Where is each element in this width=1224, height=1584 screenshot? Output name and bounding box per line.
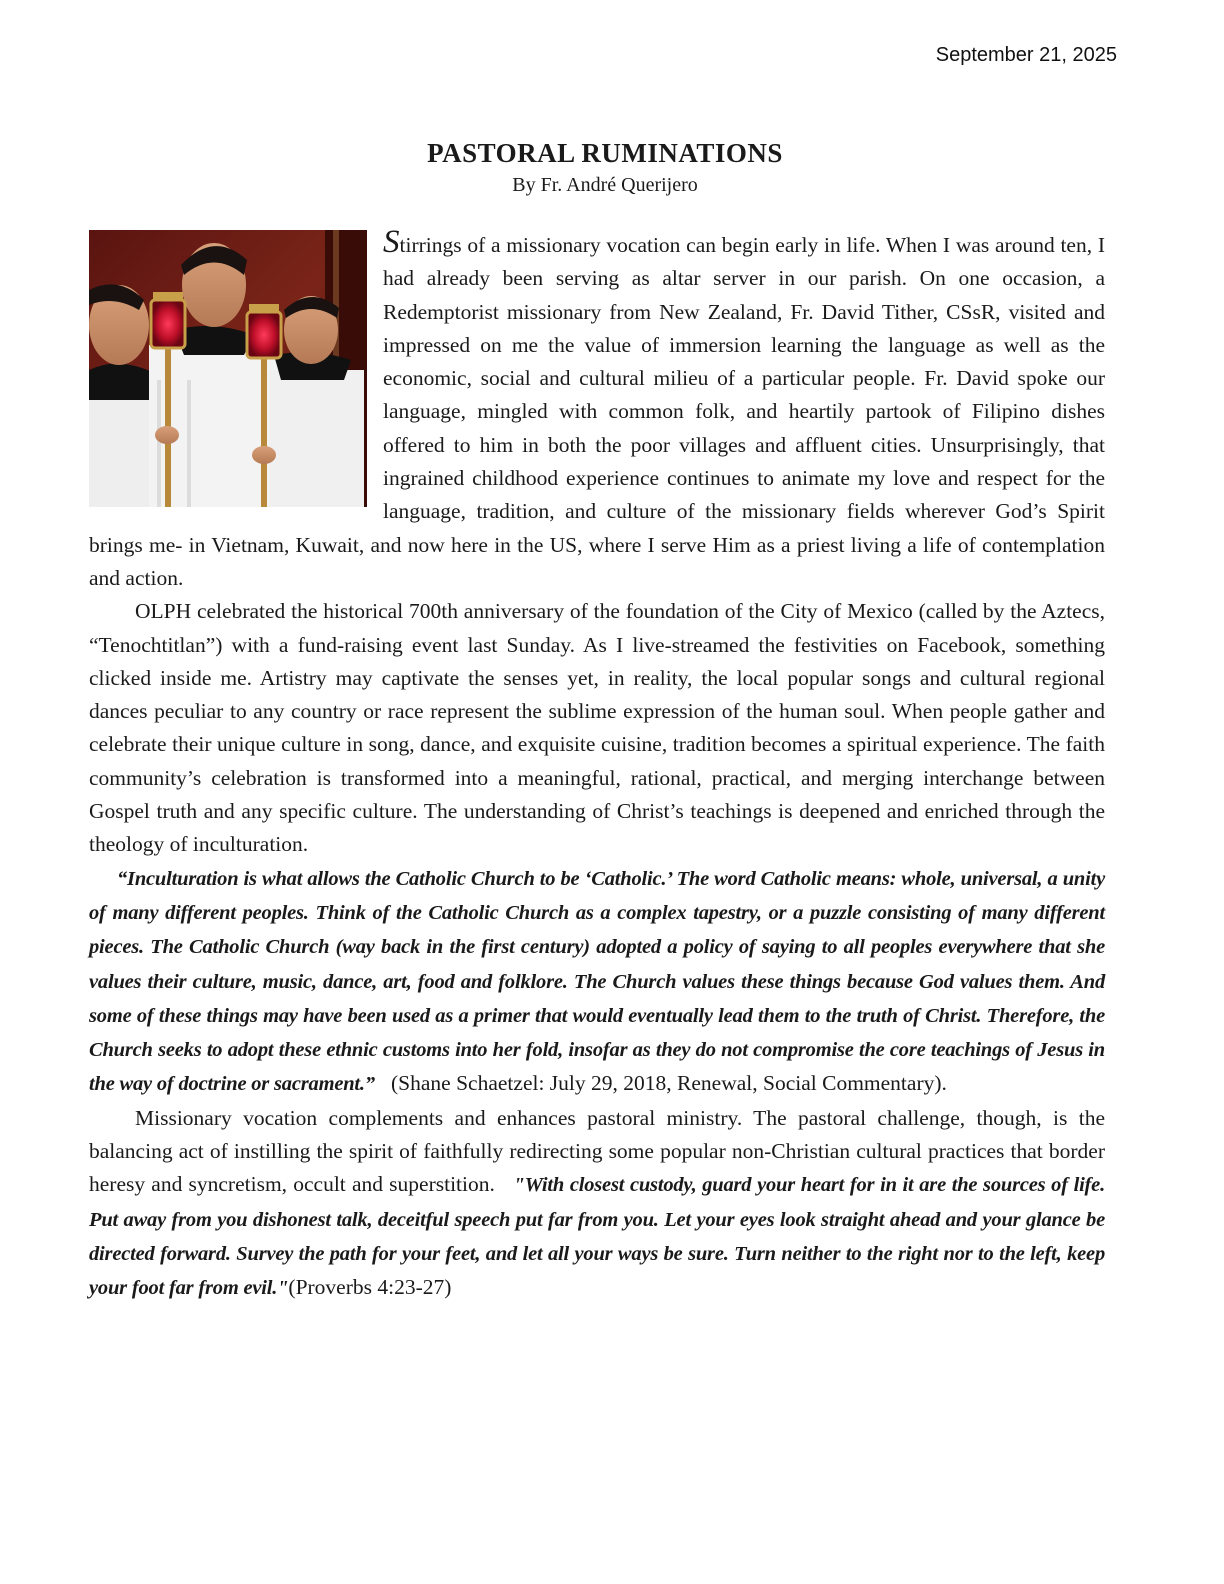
proverbs-citation: (Proverbs 4:23-27): [288, 1275, 452, 1300]
paragraph-1: [89, 226, 1105, 595]
article-byline: By Fr. André Querijero: [512, 174, 698, 196]
paragraph-4: [89, 1102, 1105, 1306]
bulletin-date: September 21, 2025: [935, 44, 1117, 66]
drop-cap: S: [383, 224, 400, 260]
proverbs-quote: "With closest custody, guard your heart for in it are the sources of life. Put away from you dishonest talk, deceitful speech put far from you. Let your eyes look straight ahead and your glance be directed forward. Survey the path for your feet, and let all your ways be sure. Turn neither to the right nor to the left, keep your foot far from evil.": [89, 1174, 1106, 1300]
altar-servers-photo: [89, 230, 367, 507]
inculturation-quote: “Inculturation is what allows the Catholic Church to be ‘Catholic.’ The word Catholic means: whole, universal, a unity of many different peoples. Think of the Catholic Church as a complex tapestry, or a puzzle consisting of many different pieces. The Catholic Church (way back in the first century) adopted a policy of saying to all peoples everywhere that she values their culture, music, dance, art, food and folklore. The Church values these things because God values them. And some of these things may have been used as a primer that would eventually lead them to the truth of Christ. Therefore, the Church seeks to adopt these ethnic customs into her fold, insofar as they do not compromise the core teachings of Jesus in the way of doctrine or sacrament.”: [89, 867, 1105, 1096]
article-title: PASTORAL RUMINATIONS: [427, 138, 783, 168]
paragraph-4-text: Missionary vocation complements and enhances pastoral ministry. The pastoral challenge, though, is the balancing act of instilling the spirit of faithfully redirecting some popular non-Christian cultural practices that border heresy and syncretism, occult and superstition.: [89, 1105, 1105, 1197]
quote-citation: (Shane Schaetzel: July 29, 2018, Renewal, Social Commentary).: [391, 1071, 947, 1096]
paragraph-3: [89, 862, 1105, 1102]
paragraph-1-text: tirrings of a missionary vocation can begin early in life. When I was around ten, I had already been serving as altar server in our parish. On one occasion, a Redemptorist missionary from New Zealand, Fr. David Tither, CSsR, visited and impressed on me the value of immersion learning the language as well as the economic, social and cultural milieu of a particular people. Fr. David spoke our language, mingled with common folk, and heartily partook of Filipino dishes offered to him in both the poor villages and affluent cities. Unsurprisingly, that ingrained childhood experience continues to animate my love and respect for the language, tradition, and culture of the missionary fields wherever God’s Spirit brings me- in Vietnam, Kuwait, and now here in the US, where I serve Him as a priest living a life of contemplation and action.: [89, 233, 1105, 590]
article-body: [89, 226, 1105, 1306]
paragraph-2: OLPH celebrated the historical 700th anniversary of the foundation of the City of Mexico (called by the Aztecs, “Tenochtitlan”) with a fund-raising event last Sunday. As I live-streamed the festivities on Facebook, something clicked inside me. Artistry may captivate the senses yet, in reality, the local popular songs and cultural regional dances peculiar to any country or race represent the sublime expression of the human soul. When people gather and celebrate their unique culture in song, dance, and exquisite cuisine, tradition becomes a spiritual experience. The faith community’s celebration is transformed into a meaningful, rational, practical, and merging interchange between Gospel truth and any specific culture. The understanding of Christ’s teachings is deepened and enriched through the theology of inculturation.: [89, 599, 1105, 857]
